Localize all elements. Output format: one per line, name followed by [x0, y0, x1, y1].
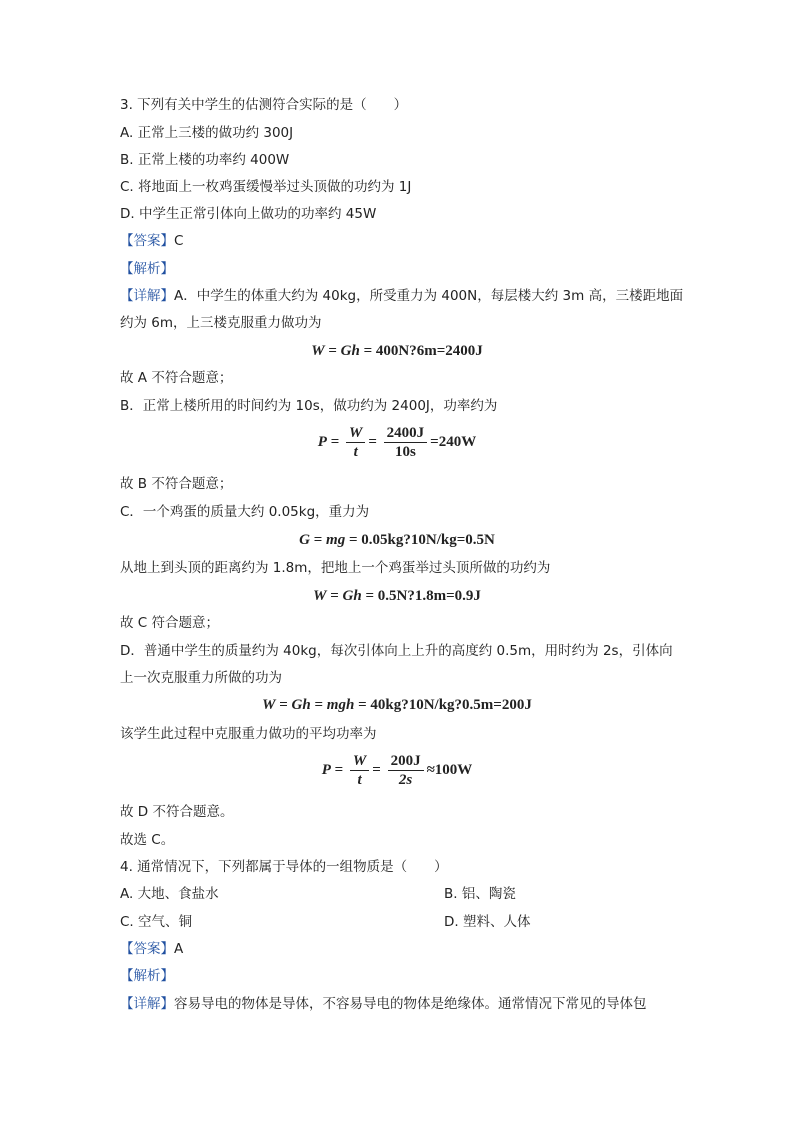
q4-option-a: A. 大地、食盐水 [120, 886, 219, 902]
q3-a-text1: A．中学生的体重大约为 40kg，所受重力为 400N，每层楼大约 3m 高，三楼距地面 [174, 288, 684, 304]
detail-tag: 【详解】 [120, 996, 174, 1012]
eq-symbol: Gh [291, 697, 311, 713]
q3-option-c: C. 将地面上一枚鸡蛋缓慢举过头顶做的功约为 1J [120, 179, 412, 195]
frac-denominator: t [357, 772, 362, 788]
q3-equation-d1: W = Gh = mgh = 40kg?10N/kg?0.5m=200J [262, 697, 532, 713]
eq-symbol: mgh [326, 697, 355, 713]
q3-d-conclusion: 故 D 不符合题意。 [120, 804, 234, 820]
fraction [384, 424, 428, 461]
eq-symbol: W [262, 697, 276, 713]
q3-equation-c2: W = Gh = 0.5N?1.8m=0.9J [313, 588, 481, 604]
fraction [388, 752, 424, 789]
q3-c-text: C．一个鸡蛋的质量大约 0.05kg，重力为 [120, 504, 370, 520]
eq-symbol: W [313, 588, 327, 604]
q3-c-text2: 从地上到头顶的距离约为 1.8m，把地上一个鸡蛋举过头顶所做的功约为 [120, 560, 551, 576]
q4-answer: A [174, 941, 184, 957]
q4-answer-line [120, 940, 183, 958]
eq-value: ≈100W [426, 761, 473, 778]
eq-symbol: mg [326, 532, 346, 548]
eq-value: 240W [438, 433, 477, 450]
q4-option-c: C. 空气、铜 [120, 914, 193, 930]
q3-answer: C [174, 233, 184, 249]
fraction [350, 752, 369, 789]
q3-option-d: D. 中学生正常引体向上做功的功率约 45W [120, 206, 377, 222]
frac-denominator: t [353, 444, 358, 460]
q4-stem: 4. 通常情况下，下列都属于导体的一组物质是（ ） [120, 859, 448, 875]
frac-denominator: 2s [398, 772, 413, 788]
q3-analysis-tag: 【解析】 [120, 261, 174, 277]
q3-c-conclusion: 故 C 符合题意； [120, 615, 220, 631]
q3-option-a: A. 正常上三楼的做功约 300J [120, 125, 294, 141]
q3-a-text2: 约为 6m，上三楼克服重力做功为 [120, 315, 322, 331]
eq-symbol: P [317, 433, 327, 450]
q3-answer-line [120, 232, 183, 250]
q3-detail-line1 [120, 287, 683, 305]
frac-numerator: 2400J [384, 424, 428, 443]
q3-option-b: B. 正常上楼的功率约 400W [120, 152, 290, 168]
frac-numerator: 200J [388, 752, 424, 771]
q3-d-text1: D．普通中学生的质量约为 40kg，每次引体向上上升的高度约 0.5m，用时约为 2s，引体向 [120, 643, 673, 659]
q4-detail-text: 容易导电的物体是导体，不容易导电的物体是绝缘体。通常情况下常见的导体包 [174, 996, 647, 1012]
q3-equation-c1: G = mg = 0.05kg?10N/kg=0.5N [299, 532, 495, 548]
frac-numerator: W [350, 752, 369, 771]
eq-value: 0.05kg?10N/kg=0.5N [361, 532, 495, 548]
q4-analysis-tag: 【解析】 [120, 968, 174, 984]
q3-b-conclusion: 故 B 不符合题意； [120, 476, 233, 492]
q3-final: 故选 C。 [120, 832, 175, 848]
q3-equation-d2: P = $\frac{W}{t}$ = $\frac{200J}{2s}$ ≈100W [321, 753, 473, 788]
eq-symbol: Gh [340, 343, 360, 359]
q3-d-text2: 上一次克服重力所做的功为 [120, 670, 282, 686]
q3-d-text3: 该学生此过程中克服重力做功的平均功率为 [120, 726, 377, 742]
q4-option-b: B. 铝、陶瓷 [444, 886, 516, 902]
frac-numerator: W [346, 424, 365, 443]
answer-tag: 【答案】 [120, 233, 174, 249]
q3-stem: 3. 下列有关中学生的估测符合实际的是（ ） [120, 97, 408, 113]
detail-tag: 【详解】 [120, 288, 174, 304]
q4-detail-line [120, 995, 647, 1013]
answer-tag: 【答案】 [120, 941, 174, 957]
frac-denominator: 10s [394, 444, 416, 460]
q3-equation-a: W = Gh = 400N?6m=2400J [311, 343, 483, 359]
eq-value: 40kg?10N/kg?0.5m=200J [370, 697, 532, 713]
q4-option-d: D. 塑料、人体 [444, 914, 531, 930]
q3-equation-b: P = $\frac{W}{t}$ = $\frac{2400J}{10s}$ =240W [317, 425, 477, 460]
eq-symbol: W [311, 343, 325, 359]
eq-value: 400N?6m=2400J [375, 343, 483, 359]
q3-a-conclusion: 故 A 不符合题意； [120, 370, 233, 386]
eq-symbol: G [299, 532, 310, 548]
eq-symbol: P [321, 761, 331, 778]
eq-symbol: Gh [342, 588, 362, 604]
eq-value: 0.5N?1.8m=0.9J [377, 588, 481, 604]
q3-b-text: B．正常上楼所用的时间约为 10s，做功约为 2400J，功率约为 [120, 398, 498, 414]
fraction [346, 424, 365, 461]
